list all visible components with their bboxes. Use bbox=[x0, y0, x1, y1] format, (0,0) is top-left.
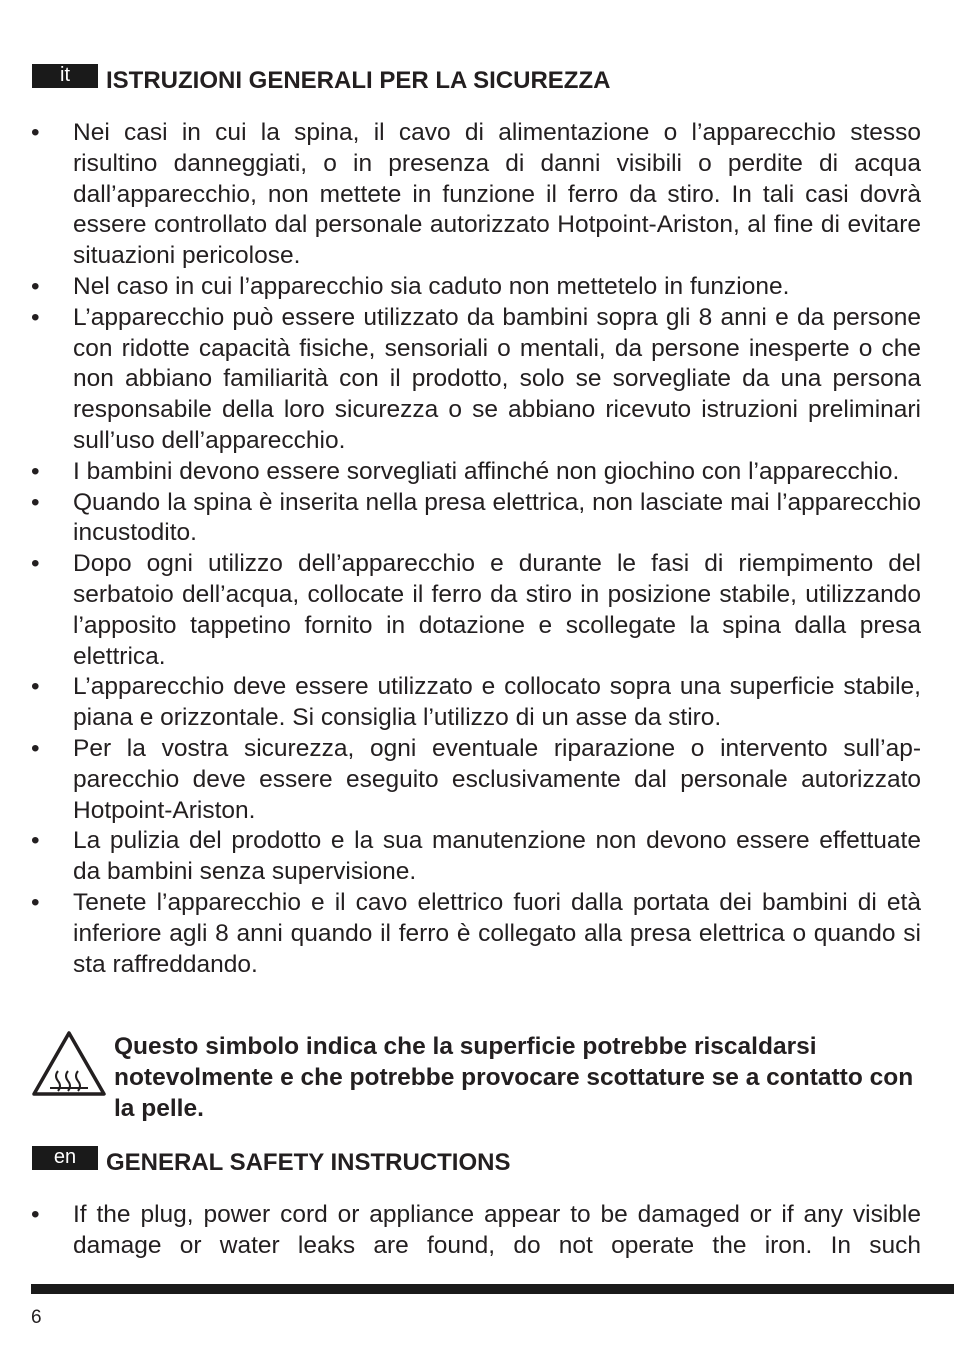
list-item: • Nel caso in cui l’apparecchio sia caduto non mettetelo in funzione. bbox=[31, 272, 790, 300]
list-item: • If the plug, power cord or appliance appear to be damaged or if any visible damage or water leaks are found, do not operate the iron. In such bbox=[31, 1201, 921, 1259]
list-item: • L’apparecchio deve essere utilizzato e collocato sopra una superficie stabile, piana e orizzontale. Si consiglia l’utilizzo di un asse da stiro. bbox=[31, 673, 921, 732]
list-item: • Nei casi in cui la spina, il cavo di alimentazione o l’apparecchio stesso risultino danneggiati, o in presenza di danni visibili o perdite di acqua dall’apparecchio, non mettete in funzione il ferro da stiro. In tali casi dovrà essere controllato dal personale autorizzato Hotpoint-Ariston, al fine di evitare situazioni pericolose. bbox=[31, 119, 921, 270]
list-item: • L’apparecchio può essere utilizzato da bambini sopra gli 8 anni e da persone con ridotte capacità fisiche, sensoriali o mentali, da persone inesperte o che non abbiano familiarità con il prodotto, solo se sorvegliate da una persona responsabile della loro sicurezza o se abbiano ricevuto istruzioni preliminari sull’uso dell’apparecchio. bbox=[31, 303, 921, 454]
hot-surface-warning-text: Questo simbolo indica che la superficie potrebbe riscaldarsi notevolmente e che potrebbe provocare scottature se a contatto con la pelle. bbox=[114, 1033, 914, 1122]
section-title-en: GENERAL SAFETY INSTRUCTIONS bbox=[106, 1149, 511, 1176]
lang-tag-it: it bbox=[32, 64, 98, 88]
section-title-it: ISTRUZIONI GENERALI PER LA SICUREZZA bbox=[106, 67, 611, 94]
safety-list-en bbox=[0, 1200, 954, 1262]
list-item: • La pulizia del prodotto e la sua manutenzione non devono essere effettuate da bambini senza supervisione. bbox=[31, 827, 921, 886]
list-item: • I bambini devono essere sorvegliati affinché non giochino con l’apparecchio. bbox=[31, 457, 900, 485]
list-item: • Per la vostra sicurezza, ogni eventuale riparazione o intervento sull’apparecchio deve essere eseguito esclusivamente dal personale autorizzato Hotpoint-Ariston. bbox=[31, 734, 921, 824]
safety-list-it bbox=[0, 118, 954, 980]
hot-surface-warning-icon bbox=[30, 1028, 108, 1098]
list-item: • Dopo ogni utilizzo dell’apparecchio e durante le fasi di riempimento del serbatoio dell’acqua, collocate il ferro da stiro in posizione stabile, utilizzando l’apposito tappetino fornito in dotazione e scollegate la spina dalla presa elettrica. bbox=[31, 550, 921, 670]
list-item: • Tenete l’apparecchio e il cavo elettrico fuori dalla portata dei bambini di età inferiore agli 8 anni quando il ferro è collegato alla presa elettrica o quando si sta raffreddando. bbox=[31, 888, 921, 978]
page-number: 6 bbox=[31, 1307, 42, 1328]
list-item: • Quando la spina è inserita nella presa elettrica, non lasciate mai l’apparecchio incustodito. bbox=[31, 488, 921, 547]
footer-rule bbox=[31, 1284, 954, 1294]
lang-tag-en: en bbox=[32, 1146, 98, 1170]
